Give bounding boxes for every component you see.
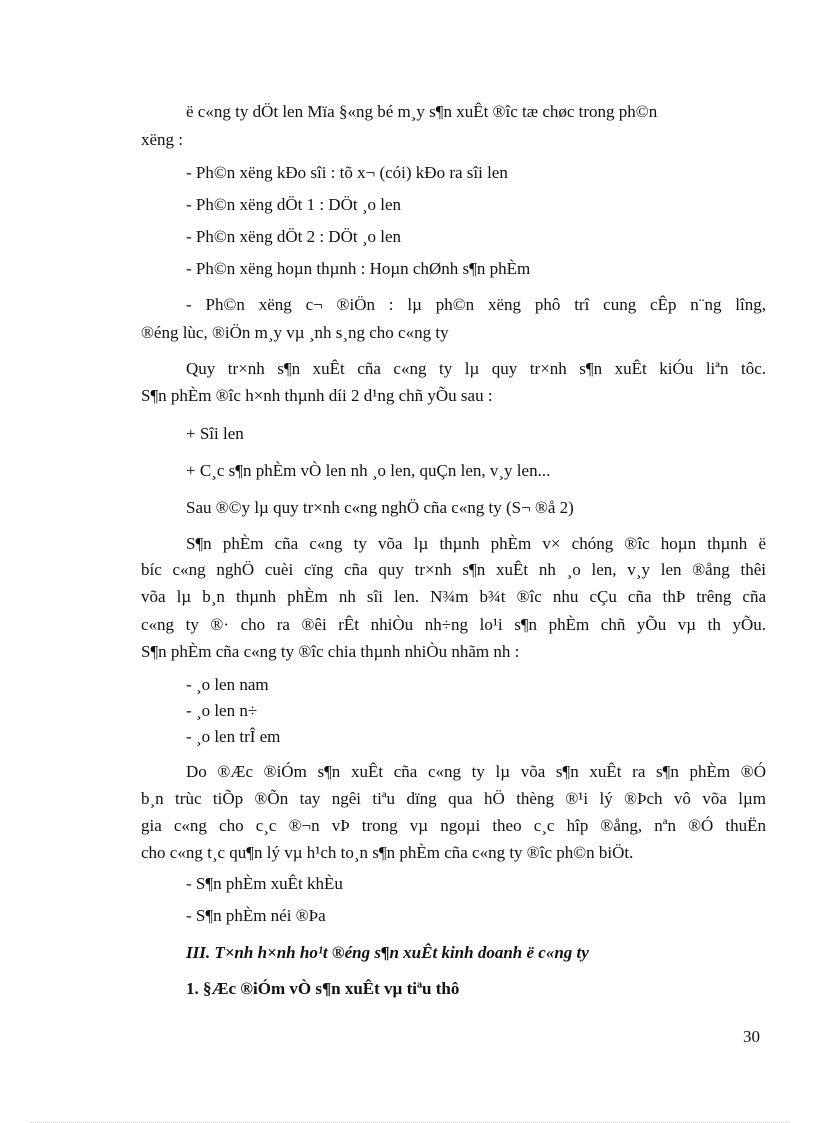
list-item: - Ph©n xëng dÖt 1 : DÖt ¸o len <box>186 195 402 214</box>
page-number: 30 <box>743 1027 760 1046</box>
paragraph-line: Sau ®©y lµ quy tr×nh c«ng nghÖ cña c«ng ty (S¬ ®å 2) <box>186 498 574 517</box>
list-item: - Ph©n xëng c¬ ®iÖn : lµ ph©n xëng phô trî cung cÊp n¨ng lîng, <box>186 295 766 314</box>
paragraph-line: võa lµ b¸n thµnh phÈm nh sîi len. N¾m b¾t ®îc nhu cÇu cña thÞ trêng cña <box>141 587 766 606</box>
paragraph-line: b¸n trùc tiÕp ®Õn tay ngêi tiªu dïng qua hÖ thèng ®¹i lý ®Þch vô võa lµm <box>141 789 766 808</box>
paragraph-line: Do ®Æc ®iÓm s¶n xuÊt cña c«ng ty lµ võa s¶n xuÊt ra s¶n phÈm ®Ó <box>186 762 766 781</box>
paragraph-line: S¶n phÈm cña c«ng ty ®îc chia thµnh nhiÒu nhãm nh : <box>141 642 520 661</box>
paragraph-line: S¶n phÈm ®îc h×nh thµnh díi 2 d¹ng chñ yÕu sau : <box>141 386 493 405</box>
list-item: - Ph©n xëng dÖt 2 : DÖt ¸o len <box>186 227 402 246</box>
paragraph-line: ë c«ng ty dÖt len Mïa §«ng bé m¸y s¶n xuÊt ®îc tæ chøc trong ph©n <box>186 102 658 121</box>
list-item: + C¸c s¶n phÈm vÒ len nh ¸o len, quÇn len, v¸y len... <box>186 461 551 480</box>
paragraph-line: ®éng lùc, ®iÖn m¸y vµ ¸nh s¸ng cho c«ng ty <box>141 323 449 342</box>
paragraph-line: S¶n phÈm cña c«ng ty võa lµ thµnh phÈm v× chóng ®îc hoµn thµnh ë <box>186 534 766 553</box>
list-item: - S¶n phÈm xuÊt khÈu <box>186 874 343 893</box>
list-item: - S¶n phÈm néi ®Þa <box>186 906 326 925</box>
list-item: - Ph©n xëng hoµn thµnh : Hoµn chØnh s¶n phÈm <box>186 259 531 278</box>
paragraph-line: Quy tr×nh s¶n xuÊt cña c«ng ty lµ quy tr×nh s¶n xuÊt kiÓu liªn tôc. <box>186 359 766 378</box>
paragraph-line: cho c«ng t¸c qu¶n lý vµ h¹ch to¸n s¶n phÈm cña c«ng ty ®îc ph©n biÖt. <box>141 843 634 862</box>
paragraph-line: c«ng ty ®· cho ra ®êi rÊt nhiÒu nh÷ng lo¹i s¶n phÈm chñ yÕu vµ th yÕu. <box>141 615 766 634</box>
list-item: - ¸o len trÎ em <box>186 727 281 746</box>
paragraph-line: gia c«ng cho c¸c ®¬n vÞ trong vµ ngoµi theo c¸c hîp ®ång, nªn ®Ó thuËn <box>141 816 766 835</box>
subsection-heading: 1. §Æc ®iÓm vÒ s¶n xuÊt vµ tiªu thô <box>186 979 460 998</box>
paragraph-line: bíc c«ng nghÖ cuèi cïng cña quy tr×nh s¶n xuÊt nh ¸o len, v¸y len ®ång thêi <box>141 560 766 579</box>
list-item: - ¸o len nam <box>186 675 269 694</box>
section-heading: III. T×nh h×nh ho¹t ®éng s¶n xuÊt kinh doanh ë c«ng ty <box>186 943 589 962</box>
list-item: + Sîi len <box>186 424 244 443</box>
list-item: - Ph©n xëng kÐo sîi : tõ x¬ (cói) kÐo ra sîi len <box>186 163 508 182</box>
list-item: - ¸o len n÷ <box>186 701 258 720</box>
paragraph-line: xëng : <box>141 130 184 149</box>
